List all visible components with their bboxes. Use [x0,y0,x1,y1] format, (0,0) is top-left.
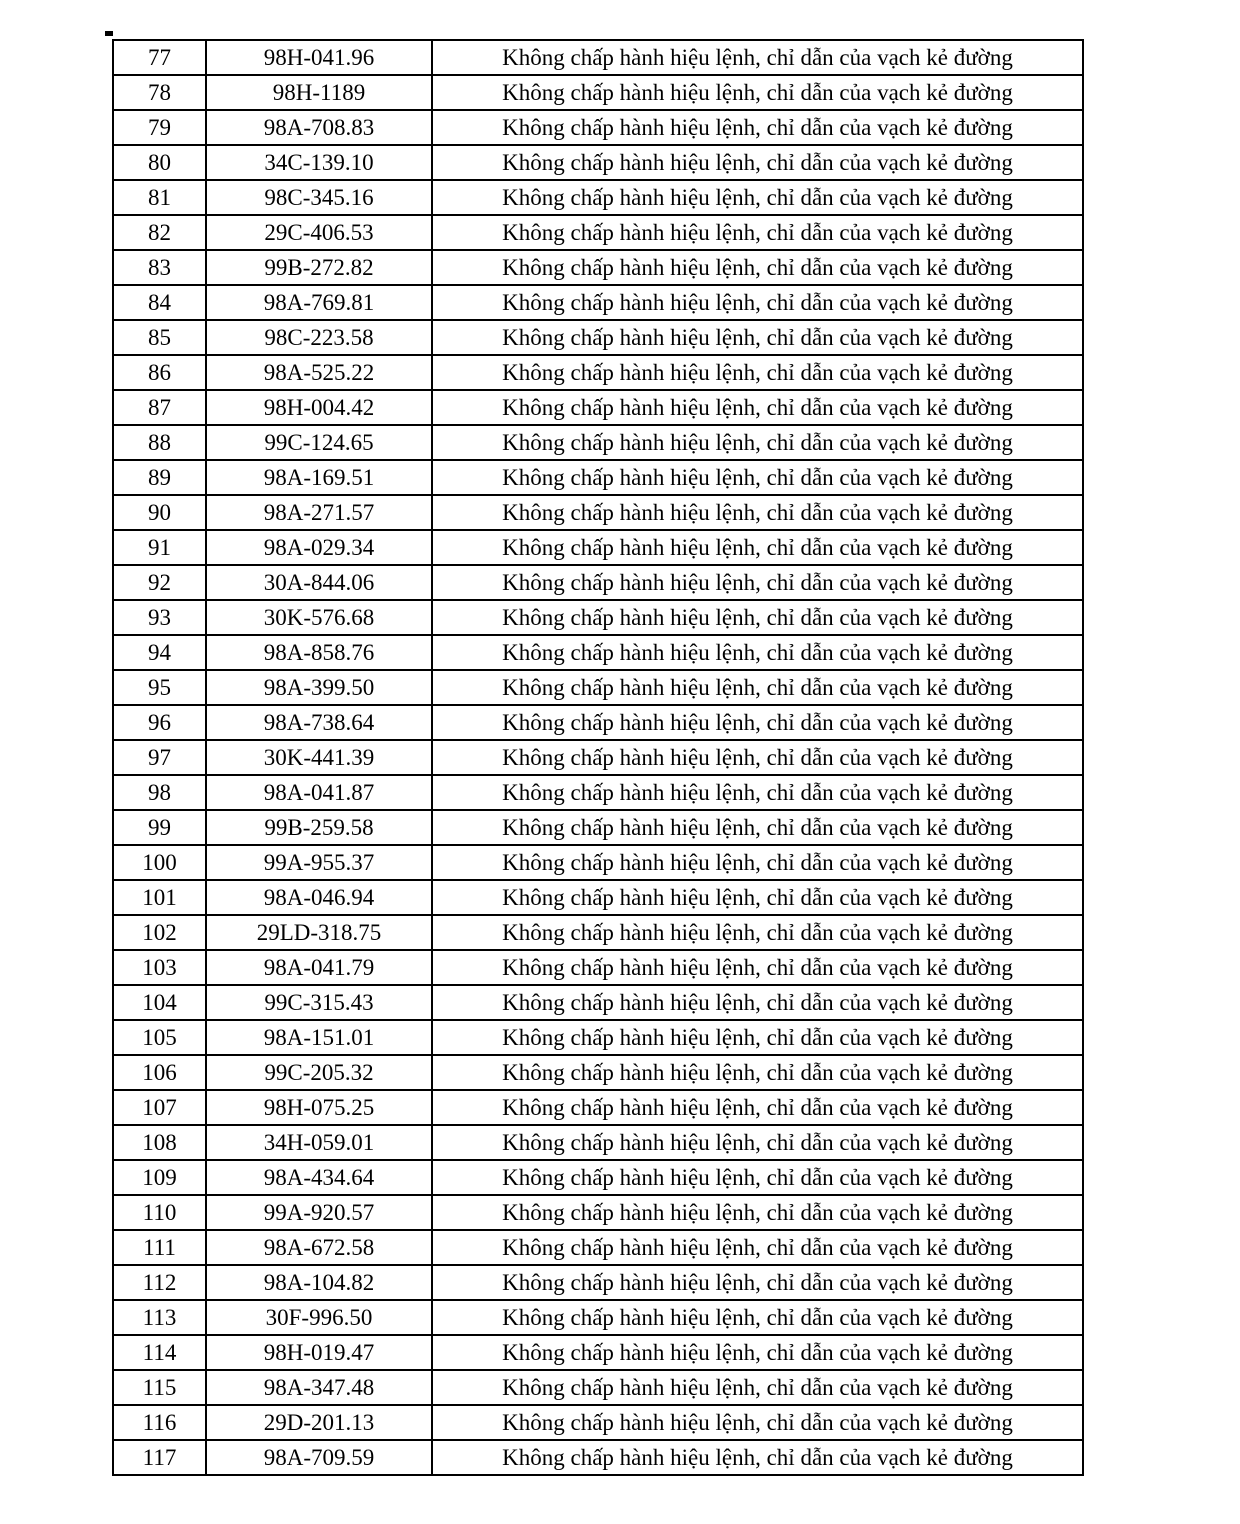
license-plate-cell: 98A-709.59 [206,1440,432,1475]
table-row [113,250,1083,285]
row-index-cell: 88 [113,425,206,460]
violation-description-cell: Không chấp hành hiệu lệnh, chỉ dẫn của vạch kẻ đường [432,180,1083,215]
violation-description-cell: Không chấp hành hiệu lệnh, chỉ dẫn của vạch kẻ đường [432,1230,1083,1265]
row-index-cell: 108 [113,1125,206,1160]
table-row [113,110,1083,145]
row-index-cell: 109 [113,1160,206,1195]
violation-description-cell: Không chấp hành hiệu lệnh, chỉ dẫn của vạch kẻ đường [432,1125,1083,1160]
row-index-cell: 111 [113,1230,206,1265]
license-plate-cell: 98A-738.64 [206,705,432,740]
row-index-cell: 83 [113,250,206,285]
license-plate-cell: 29LD-318.75 [206,915,432,950]
violation-description-cell: Không chấp hành hiệu lệnh, chỉ dẫn của vạch kẻ đường [432,1160,1083,1195]
license-plate-cell: 30K-576.68 [206,600,432,635]
license-plate-cell: 98H-041.96 [206,40,432,75]
license-plate-cell: 98A-769.81 [206,285,432,320]
violation-description-cell: Không chấp hành hiệu lệnh, chỉ dẫn của vạch kẻ đường [432,810,1083,845]
row-index-cell: 82 [113,215,206,250]
violation-description-cell: Không chấp hành hiệu lệnh, chỉ dẫn của vạch kẻ đường [432,425,1083,460]
violation-description-cell: Không chấp hành hiệu lệnh, chỉ dẫn của vạch kẻ đường [432,1055,1083,1090]
violation-description-cell: Không chấp hành hiệu lệnh, chỉ dẫn của vạch kẻ đường [432,75,1083,110]
violation-description-cell: Không chấp hành hiệu lệnh, chỉ dẫn của vạch kẻ đường [432,285,1083,320]
row-index-cell: 101 [113,880,206,915]
license-plate-cell: 98H-1189 [206,75,432,110]
license-plate-cell: 98C-223.58 [206,320,432,355]
violation-description-cell: Không chấp hành hiệu lệnh, chỉ dẫn của vạch kẻ đường [432,740,1083,775]
license-plate-cell: 98A-151.01 [206,1020,432,1055]
violation-description-cell: Không chấp hành hiệu lệnh, chỉ dẫn của vạch kẻ đường [432,1440,1083,1475]
license-plate-cell: 30F-996.50 [206,1300,432,1335]
table-row [113,145,1083,180]
table-row [113,1335,1083,1370]
row-index-cell: 81 [113,180,206,215]
violation-table-body [113,40,1083,1475]
violation-description-cell: Không chấp hành hiệu lệnh, chỉ dẫn của vạch kẻ đường [432,775,1083,810]
table-row [113,775,1083,810]
table-row [113,845,1083,880]
table-row [113,355,1083,390]
license-plate-cell: 98A-525.22 [206,355,432,390]
table-row [113,950,1083,985]
violation-description-cell: Không chấp hành hiệu lệnh, chỉ dẫn của vạch kẻ đường [432,600,1083,635]
license-plate-cell: 99A-920.57 [206,1195,432,1230]
violation-description-cell: Không chấp hành hiệu lệnh, chỉ dẫn của vạch kẻ đường [432,1370,1083,1405]
row-index-cell: 77 [113,40,206,75]
license-plate-cell: 99A-955.37 [206,845,432,880]
table-row [113,1405,1083,1440]
violation-description-cell: Không chấp hành hiệu lệnh, chỉ dẫn của vạch kẻ đường [432,565,1083,600]
row-index-cell: 78 [113,75,206,110]
table-row [113,320,1083,355]
table-row [113,75,1083,110]
table-row [113,1265,1083,1300]
violation-table [112,39,1084,1476]
table-row [113,915,1083,950]
license-plate-cell: 98H-075.25 [206,1090,432,1125]
row-index-cell: 98 [113,775,206,810]
license-plate-cell: 29C-406.53 [206,215,432,250]
table-row [113,985,1083,1020]
violation-description-cell: Không chấp hành hiệu lệnh, chỉ dẫn của vạch kẻ đường [432,110,1083,145]
violation-description-cell: Không chấp hành hiệu lệnh, chỉ dẫn của vạch kẻ đường [432,1195,1083,1230]
license-plate-cell: 30K-441.39 [206,740,432,775]
row-index-cell: 87 [113,390,206,425]
table-row [113,495,1083,530]
row-index-cell: 115 [113,1370,206,1405]
violation-description-cell: Không chấp hành hiệu lệnh, chỉ dẫn của vạch kẻ đường [432,460,1083,495]
row-index-cell: 95 [113,670,206,705]
table-row [113,1090,1083,1125]
license-plate-cell: 98A-041.87 [206,775,432,810]
row-index-cell: 116 [113,1405,206,1440]
table-row [113,1230,1083,1265]
row-index-cell: 114 [113,1335,206,1370]
row-index-cell: 89 [113,460,206,495]
row-index-cell: 94 [113,635,206,670]
license-plate-cell: 98A-399.50 [206,670,432,705]
table-row [113,460,1083,495]
license-plate-cell: 98A-169.51 [206,460,432,495]
violation-description-cell: Không chấp hành hiệu lệnh, chỉ dẫn của vạch kẻ đường [432,985,1083,1020]
violation-description-cell: Không chấp hành hiệu lệnh, chỉ dẫn của vạch kẻ đường [432,705,1083,740]
violation-description-cell: Không chấp hành hiệu lệnh, chỉ dẫn của vạch kẻ đường [432,40,1083,75]
violation-description-cell: Không chấp hành hiệu lệnh, chỉ dẫn của vạch kẻ đường [432,845,1083,880]
license-plate-cell: 98A-271.57 [206,495,432,530]
row-index-cell: 117 [113,1440,206,1475]
row-index-cell: 113 [113,1300,206,1335]
table-row [113,740,1083,775]
row-index-cell: 93 [113,600,206,635]
table-row [113,285,1083,320]
table-row [113,1370,1083,1405]
row-index-cell: 106 [113,1055,206,1090]
row-index-cell: 103 [113,950,206,985]
row-index-cell: 96 [113,705,206,740]
license-plate-cell: 98C-345.16 [206,180,432,215]
violation-description-cell: Không chấp hành hiệu lệnh, chỉ dẫn của vạch kẻ đường [432,355,1083,390]
table-row [113,1440,1083,1475]
violation-description-cell: Không chấp hành hiệu lệnh, chỉ dẫn của vạch kẻ đường [432,320,1083,355]
violation-description-cell: Không chấp hành hiệu lệnh, chỉ dẫn của vạch kẻ đường [432,950,1083,985]
page-edge-artifact [105,31,113,36]
table-row [113,670,1083,705]
license-plate-cell: 98A-041.79 [206,950,432,985]
row-index-cell: 107 [113,1090,206,1125]
table-row [113,40,1083,75]
violation-description-cell: Không chấp hành hiệu lệnh, chỉ dẫn của vạch kẻ đường [432,670,1083,705]
row-index-cell: 110 [113,1195,206,1230]
license-plate-cell: 98A-434.64 [206,1160,432,1195]
row-index-cell: 80 [113,145,206,180]
table-row [113,565,1083,600]
license-plate-cell: 98A-046.94 [206,880,432,915]
row-index-cell: 90 [113,495,206,530]
table-row [113,880,1083,915]
table-row [113,1195,1083,1230]
table-row [113,425,1083,460]
license-plate-cell: 34H-059.01 [206,1125,432,1160]
violation-description-cell: Không chấp hành hiệu lệnh, chỉ dẫn của vạch kẻ đường [432,1265,1083,1300]
row-index-cell: 97 [113,740,206,775]
license-plate-cell: 98A-104.82 [206,1265,432,1300]
license-plate-cell: 30A-844.06 [206,565,432,600]
license-plate-cell: 98A-029.34 [206,530,432,565]
violation-description-cell: Không chấp hành hiệu lệnh, chỉ dẫn của vạch kẻ đường [432,390,1083,425]
violation-description-cell: Không chấp hành hiệu lệnh, chỉ dẫn của vạch kẻ đường [432,915,1083,950]
violation-description-cell: Không chấp hành hiệu lệnh, chỉ dẫn của vạch kẻ đường [432,1405,1083,1440]
row-index-cell: 79 [113,110,206,145]
violation-description-cell: Không chấp hành hiệu lệnh, chỉ dẫn của vạch kẻ đường [432,145,1083,180]
license-plate-cell: 99C-205.32 [206,1055,432,1090]
license-plate-cell: 29D-201.13 [206,1405,432,1440]
table-row [113,635,1083,670]
violation-description-cell: Không chấp hành hiệu lệnh, chỉ dẫn của vạch kẻ đường [432,215,1083,250]
row-index-cell: 105 [113,1020,206,1055]
license-plate-cell: 99B-259.58 [206,810,432,845]
license-plate-cell: 99C-124.65 [206,425,432,460]
table-row [113,705,1083,740]
license-plate-cell: 98A-347.48 [206,1370,432,1405]
row-index-cell: 92 [113,565,206,600]
table-row [113,1160,1083,1195]
license-plate-cell: 98H-019.47 [206,1335,432,1370]
violation-description-cell: Không chấp hành hiệu lệnh, chỉ dẫn của vạch kẻ đường [432,1090,1083,1125]
license-plate-cell: 98A-672.58 [206,1230,432,1265]
violation-description-cell: Không chấp hành hiệu lệnh, chỉ dẫn của vạch kẻ đường [432,530,1083,565]
license-plate-cell: 99B-272.82 [206,250,432,285]
row-index-cell: 85 [113,320,206,355]
license-plate-cell: 98A-858.76 [206,635,432,670]
table-row [113,390,1083,425]
violation-description-cell: Không chấp hành hiệu lệnh, chỉ dẫn của vạch kẻ đường [432,635,1083,670]
violation-description-cell: Không chấp hành hiệu lệnh, chỉ dẫn của vạch kẻ đường [432,250,1083,285]
license-plate-cell: 99C-315.43 [206,985,432,1020]
license-plate-cell: 34C-139.10 [206,145,432,180]
row-index-cell: 84 [113,285,206,320]
table-row [113,1300,1083,1335]
table-row [113,180,1083,215]
violation-description-cell: Không chấp hành hiệu lệnh, chỉ dẫn của vạch kẻ đường [432,1335,1083,1370]
table-row [113,600,1083,635]
violation-description-cell: Không chấp hành hiệu lệnh, chỉ dẫn của vạch kẻ đường [432,495,1083,530]
violation-description-cell: Không chấp hành hiệu lệnh, chỉ dẫn của vạch kẻ đường [432,1020,1083,1055]
license-plate-cell: 98A-708.83 [206,110,432,145]
violation-description-cell: Không chấp hành hiệu lệnh, chỉ dẫn của vạch kẻ đường [432,880,1083,915]
row-index-cell: 99 [113,810,206,845]
row-index-cell: 91 [113,530,206,565]
license-plate-cell: 98H-004.42 [206,390,432,425]
table-row [113,1055,1083,1090]
row-index-cell: 102 [113,915,206,950]
row-index-cell: 100 [113,845,206,880]
table-row [113,810,1083,845]
table-row [113,1125,1083,1160]
table-row [113,530,1083,565]
table-row [113,215,1083,250]
table-row [113,1020,1083,1055]
row-index-cell: 112 [113,1265,206,1300]
row-index-cell: 104 [113,985,206,1020]
violation-description-cell: Không chấp hành hiệu lệnh, chỉ dẫn của vạch kẻ đường [432,1300,1083,1335]
row-index-cell: 86 [113,355,206,390]
